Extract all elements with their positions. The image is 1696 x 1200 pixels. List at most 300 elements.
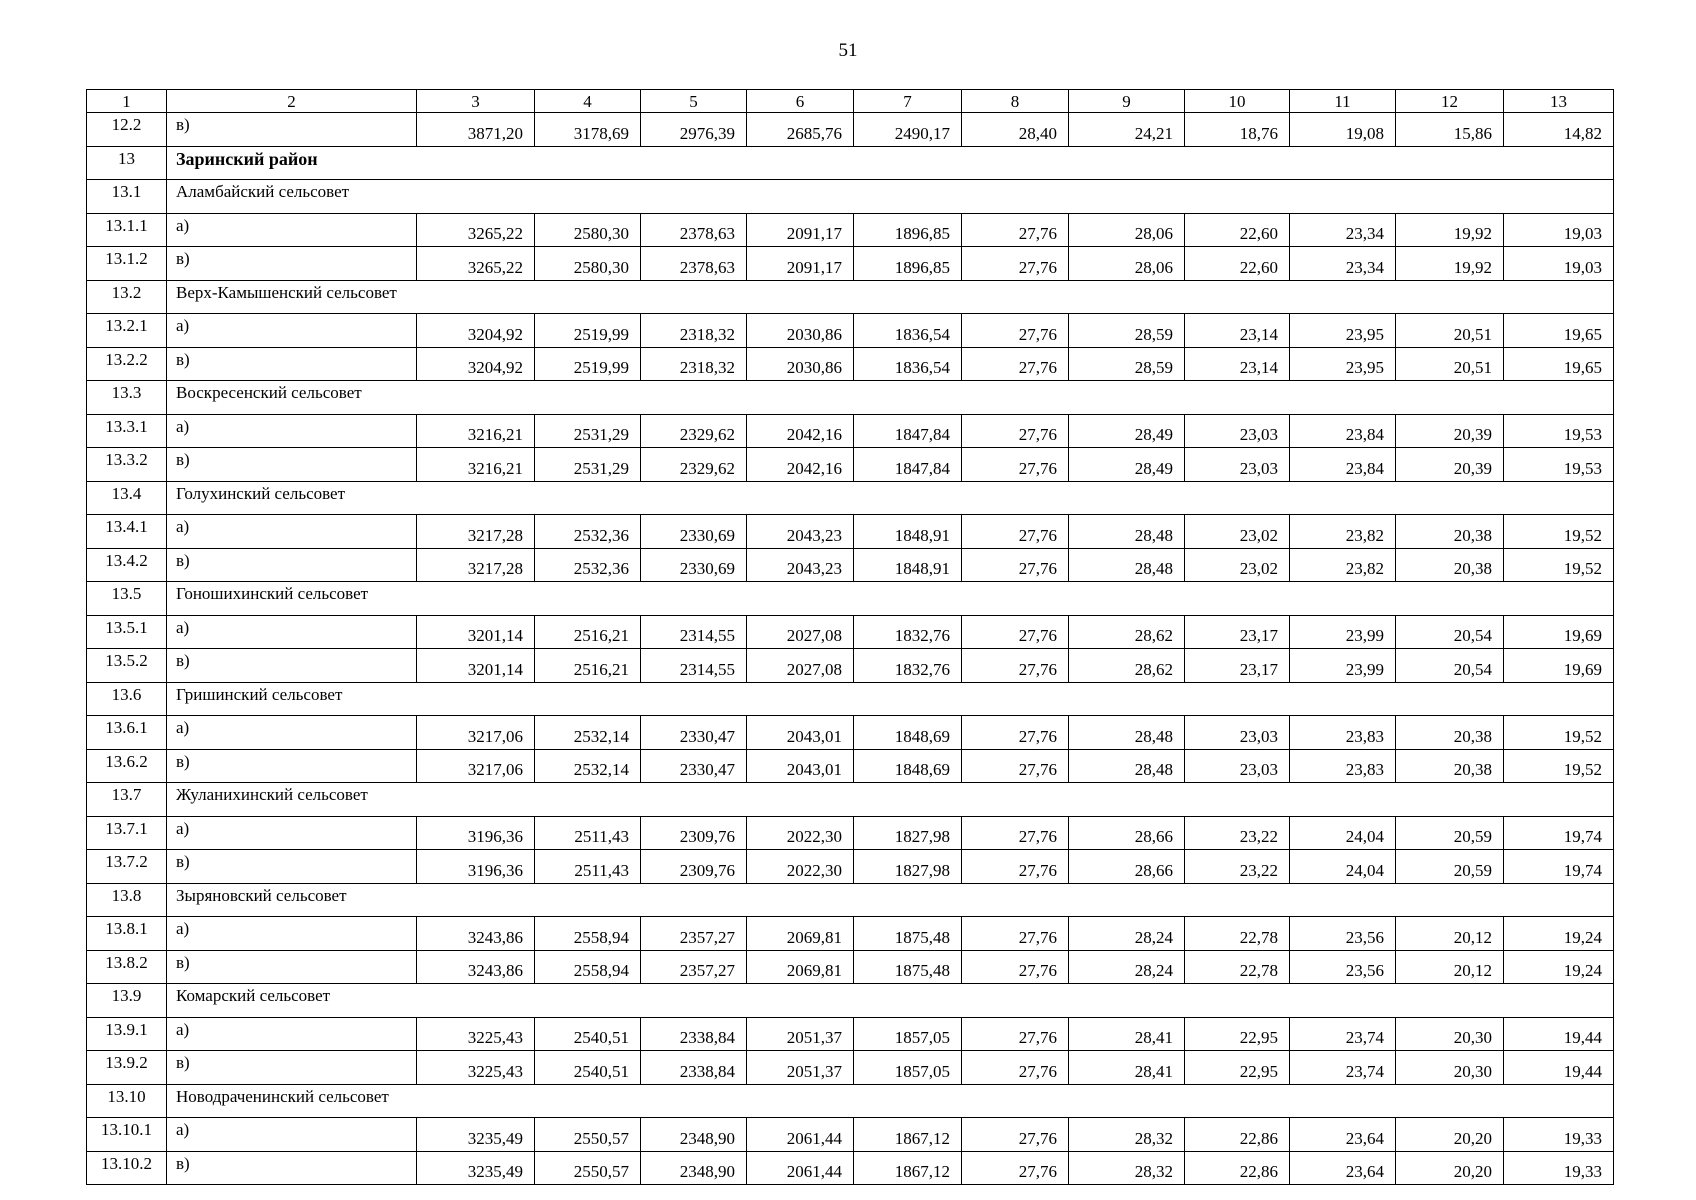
value-cell: 3225,43	[417, 1051, 535, 1085]
table-row	[87, 816, 1614, 850]
row-label: а)	[167, 314, 417, 348]
value-cell: 2976,39	[641, 113, 747, 147]
value-cell: 27,76	[962, 917, 1069, 951]
row-label: в)	[167, 113, 417, 147]
value-cell: 23,03	[1185, 448, 1290, 482]
table-row	[87, 1118, 1614, 1152]
value-cell: 2051,37	[747, 1017, 854, 1051]
row-label: а)	[167, 1118, 417, 1152]
value-cell: 23,02	[1185, 515, 1290, 549]
column-number: 1	[87, 90, 167, 113]
value-cell: 20,30	[1396, 1051, 1504, 1085]
value-cell: 2357,27	[641, 950, 747, 984]
row-label: в)	[167, 448, 417, 482]
settlement-title: Голухинский сельсовет	[167, 481, 1614, 515]
column-number: 3	[417, 90, 535, 113]
value-cell: 23,74	[1290, 1017, 1396, 1051]
value-cell: 20,12	[1396, 917, 1504, 951]
value-cell: 23,99	[1290, 649, 1396, 683]
row-code: 13.9.2	[87, 1051, 167, 1085]
value-cell: 2532,36	[535, 548, 641, 582]
value-cell: 2685,76	[747, 113, 854, 147]
value-cell: 23,95	[1290, 347, 1396, 381]
row-code: 13.4.1	[87, 515, 167, 549]
value-cell: 24,04	[1290, 816, 1396, 850]
table-row	[87, 850, 1614, 884]
value-cell: 2532,36	[535, 515, 641, 549]
table-row	[87, 917, 1614, 951]
value-cell: 2051,37	[747, 1051, 854, 1085]
value-cell: 23,83	[1290, 749, 1396, 783]
tariff-table	[86, 89, 1614, 1185]
value-cell: 3196,36	[417, 850, 535, 884]
value-cell: 23,02	[1185, 548, 1290, 582]
value-cell: 15,86	[1396, 113, 1504, 147]
table-row	[87, 1051, 1614, 1085]
value-cell: 20,20	[1396, 1151, 1504, 1185]
value-cell: 27,76	[962, 649, 1069, 683]
value-cell: 2309,76	[641, 816, 747, 850]
value-cell: 2043,01	[747, 716, 854, 750]
column-number-row	[87, 90, 1614, 113]
value-cell: 20,12	[1396, 950, 1504, 984]
value-cell: 27,76	[962, 850, 1069, 884]
value-cell: 27,76	[962, 448, 1069, 482]
value-cell: 1848,91	[854, 548, 962, 582]
value-cell: 23,17	[1185, 649, 1290, 683]
value-cell: 2558,94	[535, 950, 641, 984]
value-cell: 23,84	[1290, 414, 1396, 448]
value-cell: 3265,22	[417, 213, 535, 247]
value-cell: 19,03	[1504, 247, 1614, 281]
value-cell: 1832,76	[854, 615, 962, 649]
value-cell: 19,69	[1504, 615, 1614, 649]
value-cell: 2043,23	[747, 515, 854, 549]
column-number: 5	[641, 90, 747, 113]
table-row	[87, 749, 1614, 783]
settlement-title: Новодраченинский сельсовет	[167, 1084, 1614, 1118]
value-cell: 2330,47	[641, 716, 747, 750]
row-label: а)	[167, 816, 417, 850]
value-cell: 3217,06	[417, 716, 535, 750]
value-cell: 2338,84	[641, 1017, 747, 1051]
value-cell: 2338,84	[641, 1051, 747, 1085]
row-label: а)	[167, 1017, 417, 1051]
value-cell: 2329,62	[641, 414, 747, 448]
table-row	[87, 649, 1614, 683]
value-cell: 20,38	[1396, 716, 1504, 750]
value-cell: 20,54	[1396, 615, 1504, 649]
row-code: 13.9	[87, 984, 167, 1018]
value-cell: 1836,54	[854, 314, 962, 348]
value-cell: 19,74	[1504, 816, 1614, 850]
section-row	[87, 481, 1614, 515]
value-cell: 27,76	[962, 615, 1069, 649]
value-cell: 20,38	[1396, 515, 1504, 549]
value-cell: 2348,90	[641, 1118, 747, 1152]
value-cell: 2042,16	[747, 448, 854, 482]
value-cell: 23,99	[1290, 615, 1396, 649]
table-row	[87, 347, 1614, 381]
value-cell: 23,34	[1290, 213, 1396, 247]
value-cell: 20,38	[1396, 548, 1504, 582]
value-cell: 22,86	[1185, 1151, 1290, 1185]
value-cell: 1867,12	[854, 1118, 962, 1152]
value-cell: 20,59	[1396, 816, 1504, 850]
row-label: в)	[167, 347, 417, 381]
value-cell: 2330,47	[641, 749, 747, 783]
value-cell: 2519,99	[535, 347, 641, 381]
value-cell: 28,48	[1069, 548, 1185, 582]
row-label: в)	[167, 1051, 417, 1085]
value-cell: 2516,21	[535, 615, 641, 649]
value-cell: 1867,12	[854, 1151, 962, 1185]
value-cell: 2519,99	[535, 314, 641, 348]
value-cell: 3235,49	[417, 1151, 535, 1185]
value-cell: 28,62	[1069, 615, 1185, 649]
value-cell: 2511,43	[535, 850, 641, 884]
row-code: 13.5.2	[87, 649, 167, 683]
settlement-title: Комарский сельсовет	[167, 984, 1614, 1018]
value-cell: 28,49	[1069, 448, 1185, 482]
settlement-title: Зыряновский сельсовет	[167, 883, 1614, 917]
row-code: 13.2	[87, 280, 167, 314]
value-cell: 2314,55	[641, 649, 747, 683]
value-cell: 28,59	[1069, 347, 1185, 381]
value-cell: 27,76	[962, 950, 1069, 984]
value-cell: 23,64	[1290, 1151, 1396, 1185]
value-cell: 27,76	[962, 1017, 1069, 1051]
row-label: в)	[167, 850, 417, 884]
value-cell: 2580,30	[535, 247, 641, 281]
column-number: 2	[167, 90, 417, 113]
value-cell: 2378,63	[641, 213, 747, 247]
value-cell: 27,76	[962, 1151, 1069, 1185]
value-cell: 19,08	[1290, 113, 1396, 147]
column-number: 10	[1185, 90, 1290, 113]
section-row	[87, 280, 1614, 314]
value-cell: 28,48	[1069, 749, 1185, 783]
value-cell: 27,76	[962, 716, 1069, 750]
value-cell: 22,95	[1185, 1017, 1290, 1051]
value-cell: 27,76	[962, 213, 1069, 247]
value-cell: 2091,17	[747, 247, 854, 281]
value-cell: 2027,08	[747, 649, 854, 683]
row-code: 13.4	[87, 481, 167, 515]
value-cell: 2329,62	[641, 448, 747, 482]
value-cell: 2348,90	[641, 1151, 747, 1185]
value-cell: 2490,17	[854, 113, 962, 147]
value-cell: 19,92	[1396, 247, 1504, 281]
row-code: 13.7.2	[87, 850, 167, 884]
value-cell: 23,74	[1290, 1051, 1396, 1085]
value-cell: 2022,30	[747, 850, 854, 884]
value-cell: 3216,21	[417, 448, 535, 482]
value-cell: 19,44	[1504, 1017, 1614, 1051]
value-cell: 2550,57	[535, 1118, 641, 1152]
value-cell: 23,82	[1290, 548, 1396, 582]
value-cell: 2540,51	[535, 1017, 641, 1051]
value-cell: 2318,32	[641, 347, 747, 381]
table-row	[87, 548, 1614, 582]
value-cell: 3178,69	[535, 113, 641, 147]
row-code: 13.3.2	[87, 448, 167, 482]
value-cell: 19,03	[1504, 213, 1614, 247]
value-cell: 19,53	[1504, 414, 1614, 448]
value-cell: 27,76	[962, 749, 1069, 783]
value-cell: 22,86	[1185, 1118, 1290, 1152]
section-row	[87, 1084, 1614, 1118]
value-cell: 3217,28	[417, 515, 535, 549]
section-row	[87, 783, 1614, 817]
value-cell: 28,66	[1069, 816, 1185, 850]
value-cell: 1896,85	[854, 213, 962, 247]
value-cell: 1847,84	[854, 448, 962, 482]
value-cell: 2061,44	[747, 1151, 854, 1185]
row-code: 13.2.1	[87, 314, 167, 348]
column-number: 7	[854, 90, 962, 113]
row-code: 13.9.1	[87, 1017, 167, 1051]
table-row	[87, 515, 1614, 549]
row-code: 13.10.2	[87, 1151, 167, 1185]
row-label: в)	[167, 247, 417, 281]
value-cell: 2531,29	[535, 414, 641, 448]
value-cell: 20,51	[1396, 347, 1504, 381]
value-cell: 28,40	[962, 113, 1069, 147]
value-cell: 2030,86	[747, 347, 854, 381]
value-cell: 19,33	[1504, 1118, 1614, 1152]
value-cell: 27,76	[962, 414, 1069, 448]
value-cell: 23,84	[1290, 448, 1396, 482]
value-cell: 3265,22	[417, 247, 535, 281]
value-cell: 2558,94	[535, 917, 641, 951]
value-cell: 27,76	[962, 347, 1069, 381]
value-cell: 27,76	[962, 314, 1069, 348]
value-cell: 23,95	[1290, 314, 1396, 348]
column-number: 9	[1069, 90, 1185, 113]
row-label: а)	[167, 615, 417, 649]
value-cell: 2532,14	[535, 716, 641, 750]
value-cell: 28,32	[1069, 1118, 1185, 1152]
value-cell: 3217,06	[417, 749, 535, 783]
row-code: 12.2	[87, 113, 167, 147]
row-label: в)	[167, 649, 417, 683]
value-cell: 2309,76	[641, 850, 747, 884]
value-cell: 28,66	[1069, 850, 1185, 884]
value-cell: 23,03	[1185, 749, 1290, 783]
column-number: 11	[1290, 90, 1396, 113]
section-row	[87, 682, 1614, 716]
section-row	[87, 381, 1614, 415]
row-code: 13.2.2	[87, 347, 167, 381]
value-cell: 27,76	[962, 515, 1069, 549]
row-label: в)	[167, 548, 417, 582]
value-cell: 23,34	[1290, 247, 1396, 281]
district-title: Заринский район	[167, 146, 1614, 180]
settlement-title: Воскресенский сельсовет	[167, 381, 1614, 415]
value-cell: 28,62	[1069, 649, 1185, 683]
value-cell: 2022,30	[747, 816, 854, 850]
value-cell: 23,17	[1185, 615, 1290, 649]
value-cell: 23,56	[1290, 917, 1396, 951]
value-cell: 2030,86	[747, 314, 854, 348]
value-cell: 28,41	[1069, 1017, 1185, 1051]
value-cell: 22,60	[1185, 247, 1290, 281]
table-row	[87, 615, 1614, 649]
row-label: а)	[167, 414, 417, 448]
value-cell: 1836,54	[854, 347, 962, 381]
section-row	[87, 984, 1614, 1018]
value-cell: 2069,81	[747, 917, 854, 951]
page-number: 51	[838, 40, 858, 61]
row-code: 13.7	[87, 783, 167, 817]
section-row	[87, 146, 1614, 180]
value-cell: 19,24	[1504, 917, 1614, 951]
settlement-title: Жуланихинский сельсовет	[167, 783, 1614, 817]
value-cell: 22,95	[1185, 1051, 1290, 1085]
value-cell: 27,76	[962, 1118, 1069, 1152]
table-row	[87, 950, 1614, 984]
value-cell: 2314,55	[641, 615, 747, 649]
row-code: 13.7.1	[87, 816, 167, 850]
row-code: 13.10	[87, 1084, 167, 1118]
value-cell: 1857,05	[854, 1017, 962, 1051]
value-cell: 3871,20	[417, 113, 535, 147]
table-row	[87, 314, 1614, 348]
value-cell: 3216,21	[417, 414, 535, 448]
section-row	[87, 883, 1614, 917]
value-cell: 20,38	[1396, 749, 1504, 783]
row-code: 13.8	[87, 883, 167, 917]
settlement-title: Гришинский сельсовет	[167, 682, 1614, 716]
table-row	[87, 113, 1614, 147]
value-cell: 1848,69	[854, 716, 962, 750]
value-cell: 28,24	[1069, 950, 1185, 984]
value-cell: 3204,92	[417, 314, 535, 348]
value-cell: 1857,05	[854, 1051, 962, 1085]
value-cell: 1896,85	[854, 247, 962, 281]
value-cell: 1827,98	[854, 850, 962, 884]
value-cell: 27,76	[962, 247, 1069, 281]
table-row	[87, 716, 1614, 750]
value-cell: 2061,44	[747, 1118, 854, 1152]
row-label: а)	[167, 917, 417, 951]
value-cell: 3243,86	[417, 950, 535, 984]
value-cell: 20,54	[1396, 649, 1504, 683]
row-code: 13.10.1	[87, 1118, 167, 1152]
table-row	[87, 1017, 1614, 1051]
value-cell: 27,76	[962, 816, 1069, 850]
value-cell: 2540,51	[535, 1051, 641, 1085]
row-code: 13	[87, 146, 167, 180]
value-cell: 23,14	[1185, 314, 1290, 348]
value-cell: 24,21	[1069, 113, 1185, 147]
value-cell: 2330,69	[641, 515, 747, 549]
value-cell: 23,03	[1185, 716, 1290, 750]
value-cell: 20,20	[1396, 1118, 1504, 1152]
row-label: в)	[167, 1151, 417, 1185]
value-cell: 2357,27	[641, 917, 747, 951]
value-cell: 28,06	[1069, 213, 1185, 247]
table-row	[87, 448, 1614, 482]
value-cell: 19,52	[1504, 548, 1614, 582]
row-label: а)	[167, 213, 417, 247]
value-cell: 24,04	[1290, 850, 1396, 884]
value-cell: 2580,30	[535, 213, 641, 247]
table-row	[87, 414, 1614, 448]
row-code: 13.3	[87, 381, 167, 415]
row-code: 13.3.1	[87, 414, 167, 448]
row-code: 13.5	[87, 582, 167, 616]
value-cell: 1832,76	[854, 649, 962, 683]
section-row	[87, 582, 1614, 616]
value-cell: 20,30	[1396, 1017, 1504, 1051]
value-cell: 19,52	[1504, 749, 1614, 783]
value-cell: 3196,36	[417, 816, 535, 850]
column-number: 4	[535, 90, 641, 113]
value-cell: 28,32	[1069, 1151, 1185, 1185]
value-cell: 19,44	[1504, 1051, 1614, 1085]
row-code: 13.1	[87, 180, 167, 214]
value-cell: 2378,63	[641, 247, 747, 281]
row-code: 13.8.1	[87, 917, 167, 951]
value-cell: 20,39	[1396, 448, 1504, 482]
value-cell: 2532,14	[535, 749, 641, 783]
value-cell: 1875,48	[854, 917, 962, 951]
value-cell: 3243,86	[417, 917, 535, 951]
row-label: в)	[167, 749, 417, 783]
table-row	[87, 247, 1614, 281]
value-cell: 2516,21	[535, 649, 641, 683]
value-cell: 3201,14	[417, 649, 535, 683]
value-cell: 3235,49	[417, 1118, 535, 1152]
row-code: 13.1.1	[87, 213, 167, 247]
value-cell: 2318,32	[641, 314, 747, 348]
value-cell: 19,53	[1504, 448, 1614, 482]
value-cell: 22,78	[1185, 917, 1290, 951]
row-label: а)	[167, 716, 417, 750]
value-cell: 23,03	[1185, 414, 1290, 448]
table-row	[87, 213, 1614, 247]
value-cell: 19,69	[1504, 649, 1614, 683]
value-cell: 18,76	[1185, 113, 1290, 147]
value-cell: 2069,81	[747, 950, 854, 984]
value-cell: 27,76	[962, 1051, 1069, 1085]
row-code: 13.8.2	[87, 950, 167, 984]
value-cell: 1848,69	[854, 749, 962, 783]
value-cell: 19,52	[1504, 716, 1614, 750]
value-cell: 23,56	[1290, 950, 1396, 984]
column-number: 13	[1504, 90, 1614, 113]
row-label: в)	[167, 950, 417, 984]
value-cell: 1847,84	[854, 414, 962, 448]
column-number: 8	[962, 90, 1069, 113]
value-cell: 23,14	[1185, 347, 1290, 381]
value-cell: 23,83	[1290, 716, 1396, 750]
value-cell: 2531,29	[535, 448, 641, 482]
value-cell: 19,74	[1504, 850, 1614, 884]
row-code: 13.6.1	[87, 716, 167, 750]
value-cell: 2027,08	[747, 615, 854, 649]
row-label: а)	[167, 515, 417, 549]
value-cell: 19,65	[1504, 314, 1614, 348]
row-code: 13.6.2	[87, 749, 167, 783]
row-code: 13.6	[87, 682, 167, 716]
table-row	[87, 1151, 1614, 1185]
value-cell: 28,49	[1069, 414, 1185, 448]
value-cell: 1875,48	[854, 950, 962, 984]
value-cell: 23,64	[1290, 1118, 1396, 1152]
